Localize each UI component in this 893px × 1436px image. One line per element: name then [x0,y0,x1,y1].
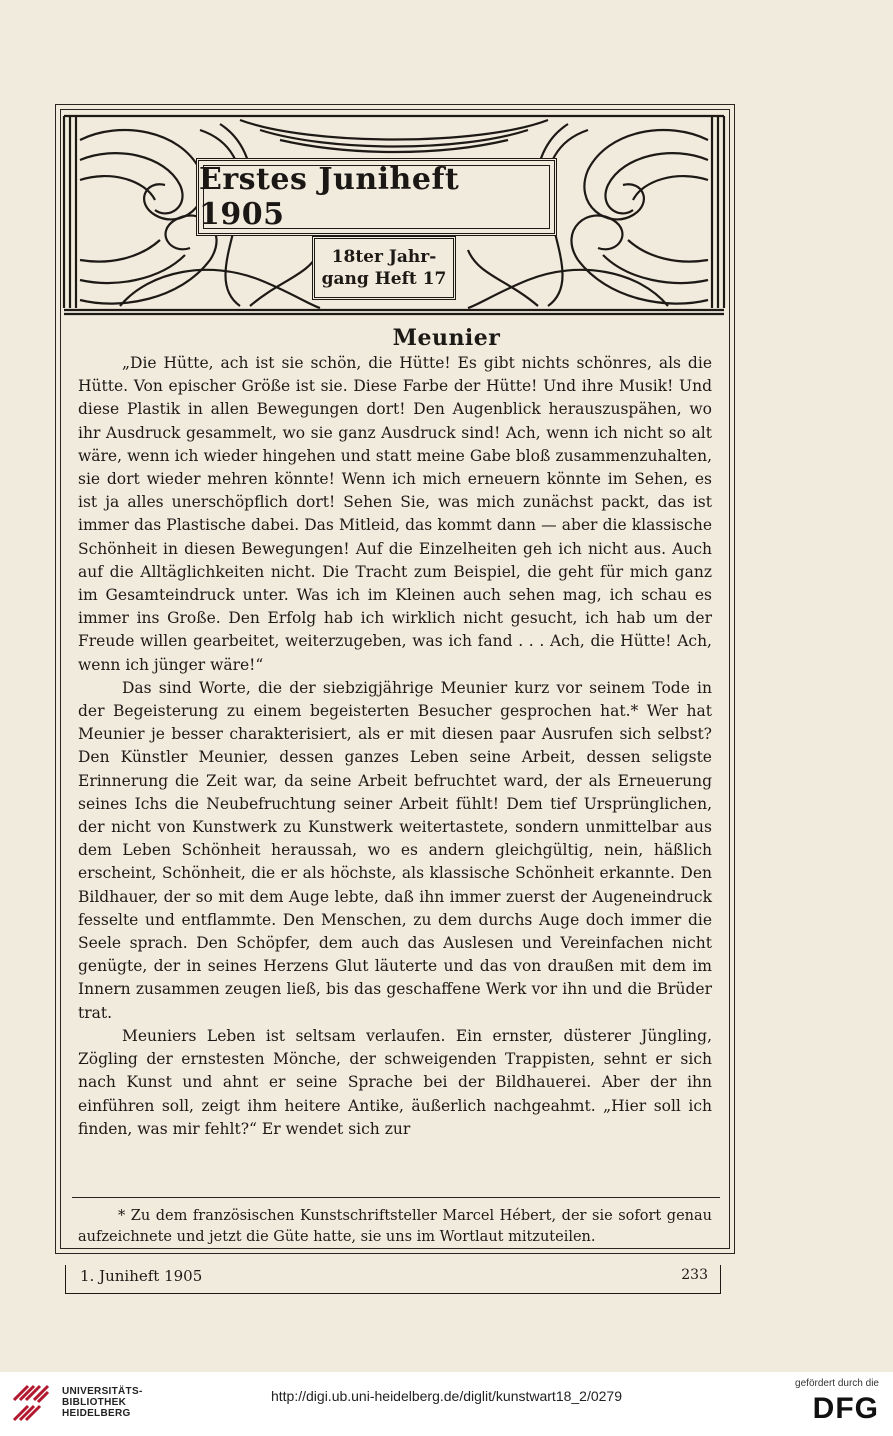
title-box [196,158,557,236]
footnote-separator [72,1197,720,1198]
issue-year-line: 18ter Jahr- [331,247,437,267]
article-heading: Meunier [392,325,501,351]
funded-by-label: gefördert durch die [795,1378,879,1389]
issue-box [312,236,456,300]
library-name-line-3: HEIDELBERG [62,1408,131,1419]
library-name-line-1: UNIVERSITÄTS- [62,1386,143,1397]
page-footer [65,1265,721,1294]
permalink[interactable]: http://digi.ub.uni-heidelberg.de/diglit/kunstwart18_2/0279 [270,1388,623,1404]
footnote [78,1206,712,1248]
footer-issue: 1. Juniheft 1905 [80,1267,203,1285]
issue-number-line: gang Heft 17 [321,269,447,289]
page-number: 233 [681,1267,708,1283]
dfg-logo: DFG [812,1392,879,1425]
paragraph-1: „Die Hütte, ach ist sie schön, die Hütte! Es gibt nichts schönres, als die Hütte. Von epischer Größe ist sie. Diese Farbe der Hütte! Und ihre Musik! Und diese Plastik in allen Bewegungen dort! Den Augenblick herauszuspähen, wo ihr Ausdruck gesammelt, wo sie ganz Ausdruck sind! Ach, wenn ich nicht so alt wäre, wenn ich wieder hingehen und statt meine Gabe bloß zusammenzuhalten, sie dort wieder mehren könnte! Wenn ich mich erneuern könnte im Sehen, es ist ja alles unerschöpflich dort! Sehen Sie, was mich zunächst packt, das ist immer das Plastische dabei. Das Mitleid, das kommt dann — aber die klassische Schönheit in diesen Bewegungen! Auf die Einzelheiten geh ich nicht aus. Auch auf die Alltäglichkeiten nicht. Die Tracht zum Beispiel, die geht für mich ganz im Gesamteindruck unter. Was ich im Kleinen auch sehen mag, ich schau es immer ins Große. Den Erfolg hab ich wirklich nicht gesucht, ich hab um der Freude willen gearbeitet, weiterzugeben, was ich fand . . . Ach, die Hütte! Ach, wenn ich jünger wäre!“ [78,354,712,674]
footnote-text: * Zu dem französischen Kunstschriftsteller Marcel Hébert, der sie sofort genau aufzeichnete und jetzt die Güte hatte, sie uns im Wortlaut mitzuteilen. [78,1208,712,1245]
issue-title: Erstes Juniheft 1905 [199,162,460,232]
viewer-strip [0,1372,893,1436]
paragraph-3: Meuniers Leben ist seltsam verlaufen. Ein ernster, düsterer Jüngling, Zögling der ernstesten Mönche, der schweigenden Trappisten, sehnt er sich nach Kunst und ahnt er seine Sprache bei der Bildhauerei. Aber der ihn einführen soll, zeigt ihm heitere Antike, äußerlich nachgeahmt. „Hier soll ich finden, was mir fehlt?“ Er wendet sich zur [78,1026,712,1138]
article-body [78,352,712,1141]
library-name-line-2: BIBLIOTHEK [62,1397,127,1408]
paragraph-2: Das sind Worte, die der siebzigjährige Meunier kurz vor seinem Tode in der Begeisterung zu einem begeisterten Besucher gesprochen hat.* Wer hat Meunier je besser charakterisiert, als er mit diesen paar Ausrufen sich selbst? Den Künstler Meunier, dessen ganzes Leben seine Arbeit, dessen seligste Erinnerung die Zeit war, da seine Arbeit befruchtet ward, der als Erneuerung seines Ichs die Neubefruchtung seiner Arbeit fühlt! Dem tief Ursprünglichen, der nicht von Kunstwerk zu Kunstwerk weitertastete, sondern unmittelbar aus dem Leben Schönheit heraussah, wo es andern gleichgültig, nein, häßlich erscheint, Schönheit, die er als höchste, als klassische Schönheit erkannte. Den Bildhauer, der so mit dem Auge lebte, daß ihn immer zuerst der Augeneindruck fesselte und entflammte. Den Menschen, zu dem durchs Auge doch immer die Seele sprach. Den Schöpfer, dem auch das Auslesen und Vereinfachen nicht genügte, der in seines Herzens Glut läuterte und das von draußen mit dem im Innern zusammen zeugen ließ, bis das geschaffene Werk vor ihn und die Brüder trat. [78,678,712,1022]
